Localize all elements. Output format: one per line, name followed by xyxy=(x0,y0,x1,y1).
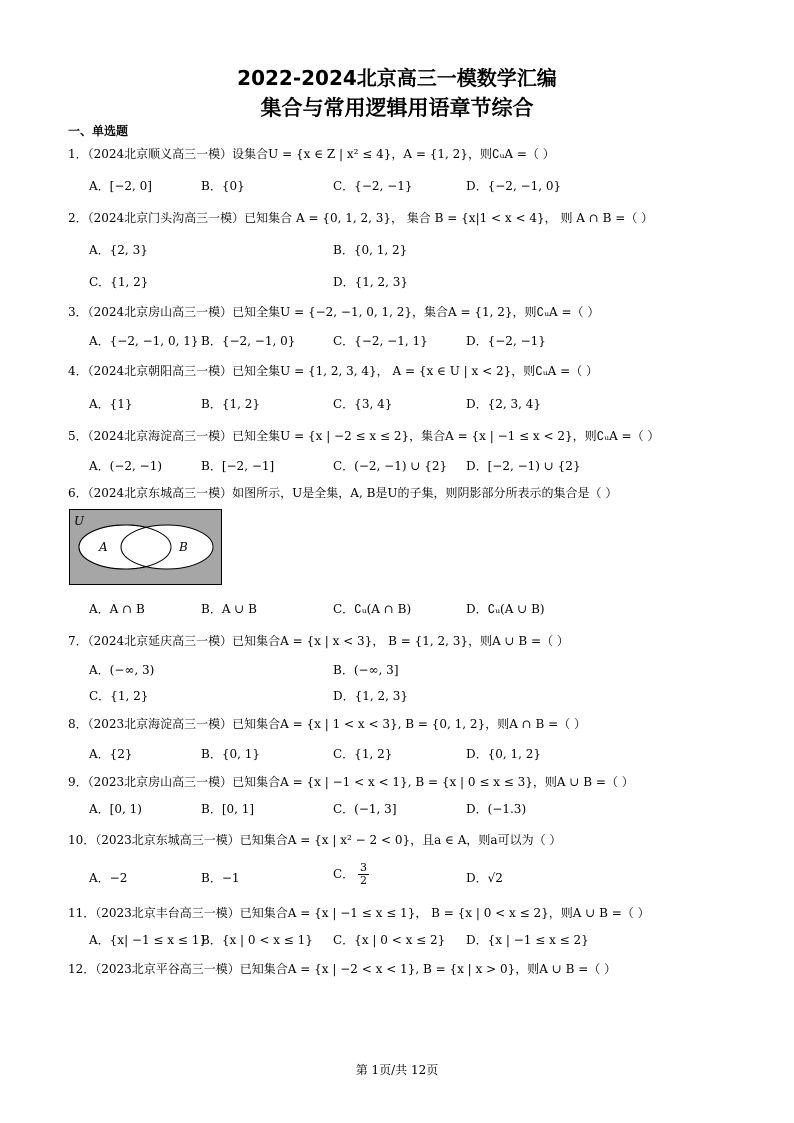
set-b-ellipse xyxy=(121,525,213,569)
q8-option-d: D．{0, 1, 2} xyxy=(466,747,542,761)
label-b: B xyxy=(179,540,188,554)
label-u: U xyxy=(74,514,85,528)
question-7-stem: 7．（2024北京延庆高三一模）已知集合A = {x | x < 3}， B = {1, 2, 3}，则A ∪ B =（ ） xyxy=(68,634,569,648)
q7-option-a: A．(−∞, 3) xyxy=(89,663,155,677)
q9-option-c: C．(−1, 3] xyxy=(333,802,397,816)
q2-option-c: C．{1, 2} xyxy=(89,275,149,289)
q4-option-a: A．{1} xyxy=(89,397,133,411)
q11-option-c: C．{x | 0 < x ≤ 2} xyxy=(333,933,446,947)
q5-option-b: B．[−2, −1] xyxy=(201,459,275,473)
q2-option-d: D．{1, 2, 3} xyxy=(333,275,409,289)
q10-option-a: A．−2 xyxy=(89,871,128,885)
q7-option-b: B．(−∞, 3] xyxy=(333,663,399,677)
q10-fraction xyxy=(358,862,369,887)
question-8-stem: 8．（2023北京海淀高三一模）已知集合A = {x | 1 < x < 3}, B = {0, 1, 2}，则A ∩ B =（ ） xyxy=(68,717,587,731)
page-footer: 第 1页/共 12页 xyxy=(355,1063,439,1077)
q7-option-d: D．{1, 2, 3} xyxy=(333,689,409,703)
question-6-stem: 6．（2024北京东城高三一模）如图所示，U是全集，A, B是U的子集，则阴影部分所表示的集合是（ ） xyxy=(68,486,618,500)
q6-option-b: B．A ∪ B xyxy=(201,602,257,616)
q1-option-a: A．[−2, 0] xyxy=(89,179,152,193)
q6-option-d: D．∁ᵤ(A ∪ B) xyxy=(466,602,545,616)
doc-subtitle: 集合与常用逻辑用语章节综合 xyxy=(260,96,534,120)
q8-option-c: C．{1, 2} xyxy=(333,747,393,761)
q10-option-d: D．√2 xyxy=(466,871,503,885)
question-4-stem: 4．（2024北京朝阳高三一模）已知全集U = {1, 2, 3, 4}， A = {x ∈ U | x < 2}，则∁ᵤA =（ ） xyxy=(68,364,599,378)
q4-option-d: D．{2, 3, 4} xyxy=(466,397,542,411)
q3-option-b: B．{−2, −1, 0} xyxy=(201,334,296,348)
question-12-stem: 12．（2023北京平谷高三一模）已知集合A = {x | −2 < x < 1}, B = {x | x > 0}，则A ∪ B =（ ） xyxy=(68,962,617,976)
q7-option-c: C．{1, 2} xyxy=(89,689,149,703)
q2-option-a: A．{2, 3} xyxy=(89,243,148,257)
q10-option-b: B．−1 xyxy=(201,871,240,885)
q5-option-d: D．[−2, −1) ∪ {2} xyxy=(466,459,581,473)
fraction-numerator: 3 xyxy=(360,861,368,874)
q9-option-b: B．[0, 1] xyxy=(201,802,255,816)
q5-option-c: C．(−2, −1) ∪ {2} xyxy=(333,459,448,473)
q3-option-c: C．{−2, −1, 1} xyxy=(333,334,428,348)
q10-option-c xyxy=(333,862,369,887)
doc-title: 2022-2024北京高三一模数学汇编 xyxy=(237,66,557,90)
question-11-stem: 11．（2023北京丰台高三一模）已知集合A = {x | −1 ≤ x ≤ 1}， B = {x | 0 < x ≤ 2}，则A ∪ B =（ ） xyxy=(68,906,650,920)
q6-option-c: C．∁ᵤ(A ∩ B) xyxy=(333,602,412,616)
section-heading: 一、单选题 xyxy=(68,124,129,138)
q11-option-b: B．{x | 0 < x ≤ 1} xyxy=(201,933,313,947)
q9-option-a: A．[0, 1) xyxy=(89,802,142,816)
label-a: A xyxy=(99,540,108,554)
q2-option-b: B．{0, 1, 2} xyxy=(333,243,408,257)
q11-option-a: A．{x| −1 ≤ x ≤ 1} xyxy=(89,933,208,947)
venn-diagram xyxy=(69,509,222,585)
q8-option-b: B．{0, 1} xyxy=(201,747,260,761)
q4-option-c: C．{3, 4} xyxy=(333,397,393,411)
q1-option-c: C．{−2, −1} xyxy=(333,179,413,193)
q1-option-b: B．{0} xyxy=(201,179,245,193)
fraction-denominator: 2 xyxy=(360,874,368,887)
q5-option-a: A．(−2, −1) xyxy=(89,459,163,473)
question-1-stem: 1．（2024北京顺义高三一模）设集合U = {x ∈ Z | x² ≤ 4}，A = {1, 2}，则∁ᵤA =（ ） xyxy=(68,147,555,161)
question-5-stem: 5．（2024北京海淀高三一模）已知全集U = {x | −2 ≤ x ≤ 2}，集合A = {x | −1 ≤ x < 2}，则∁ᵤA =（ ） xyxy=(68,429,660,443)
question-9-stem: 9．（2023北京房山高三一模）已知集合A = {x | −1 < x < 1}, B = {x | 0 ≤ x ≤ 3}，则A ∪ B =（ ） xyxy=(68,775,634,789)
q1-option-d: D．{−2, −1, 0} xyxy=(466,179,562,193)
q11-option-d: D．{x | −1 ≤ x ≤ 2} xyxy=(466,933,589,947)
q9-option-d: D．(−1.3) xyxy=(466,802,527,816)
q6-option-a: A．A ∩ B xyxy=(89,602,145,616)
q3-option-d: D．{−2, −1} xyxy=(466,334,546,348)
question-2-stem: 2．（2024北京门头沟高三一模）已知集合 A = {0, 1, 2, 3}， 集合 B = {x|1 < x < 4}， 则 A ∩ B =（ ） xyxy=(68,211,654,225)
question-10-stem: 10．（2023北京东城高三一模）已知集合A = {x | x² − 2 < 0}，且a ∈ A，则a可以为（ ） xyxy=(68,833,562,847)
q8-option-a: A．{2} xyxy=(89,747,133,761)
q3-option-a: A．{−2, −1, 0, 1} xyxy=(89,334,199,348)
q10-option-c-label: C． xyxy=(333,867,355,881)
q4-option-b: B．{1, 2} xyxy=(201,397,260,411)
question-3-stem: 3．（2024北京房山高三一模）已知全集U = {−2, −1, 0, 1, 2}，集合A = {1, 2}，则∁ᵤA =（ ） xyxy=(68,305,600,319)
